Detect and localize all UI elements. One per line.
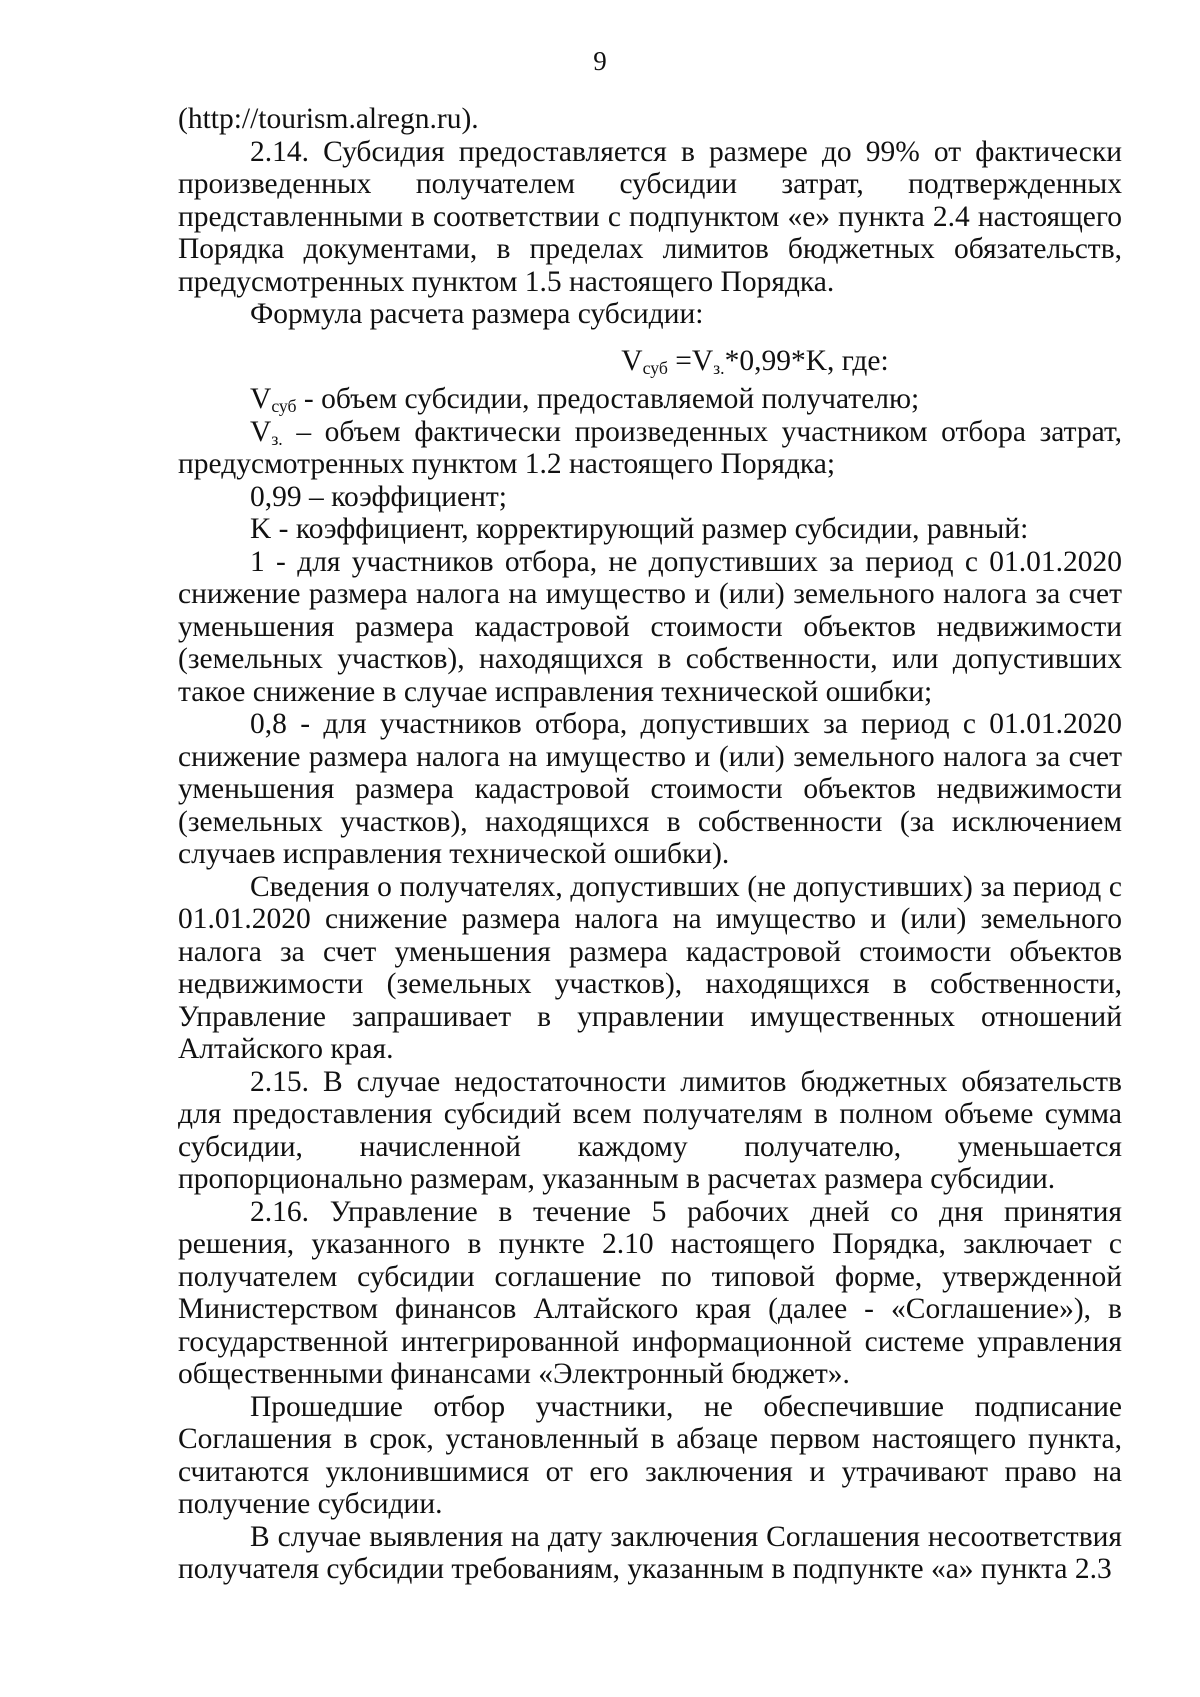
definition-v-z: $V_{з.}$ – объем фактически произведенных участником отбора затрат, предусмотренных пунктом 1.2 настоящего Порядка; [178, 415, 1122, 480]
definition-coefficient: 0,99 – коэффициент; [250, 480, 507, 513]
paragraph-2-16: 2.16. Управление в течение 5 рабочих дней со дня принятия решения, указанного в пункте 2.10 настоящего Порядка, заключает с получателем субсидии соглашение по типовой форме, утвержденной Министерством финансов Алтайского края (далее - «Соглашение»), в государственной интегрированной информационной системе управления общественными финансами «Электронный бюджет». [178, 1195, 1122, 1390]
definition-v-sub: $V_{суб}$ - объем субсидии, предоставляемой получателю; [250, 383, 920, 416]
formula-title: Формула расчета размера субсидии: [250, 298, 704, 330]
page-number: 9 [593, 46, 607, 76]
url-line: (http://tourism.alregn.ru). [178, 103, 479, 135]
paragraph-last: В случае выявления на дату заключения Соглашения несоответствия получателя субсидии требованиям, указанным в подпункте «а» пункта 2.3 [178, 1520, 1122, 1585]
k-value-0-8: 0,8 - для участников отбора, допустивших за период с 01.01.2020 снижение размера налога на имущество и (или) земельного налога за счет уменьшения размера кадастровой стоимости объектов недвижимости (земельных участков), находящихся в собственности (за исключением случаев исправления технической ошибки). [178, 708, 1122, 870]
paragraph-proshedshie: Прошедшие отбор участники, не обеспечившие подписание Соглашения в срок, установленный в абзаце первом настоящего пункта, считаются уклонившимися от его заключения и утрачивают право на получение субсидии. [178, 1390, 1122, 1520]
paragraph-svedeniya: Сведения о получателях, допустивших (не допустивших) за период с 01.01.2020 снижение размера налога на имущество и (или) земельного налога за счет уменьшения размера кадастровой стоимости объектов недвижимости (земельных участков), находящихся в собственности, Управление запрашивает в управлении имущественных отношений Алтайского края. [178, 870, 1122, 1065]
definition-k: K - коэффициент, корректирующий размер субсидии, равный: [250, 513, 1029, 545]
document-body [178, 103, 1122, 1586]
formula: $V_{суб} =V_{з.}*0,99*K$, где: [621, 344, 889, 378]
k-value-1: 1 - для участников отбора, не допустивших за период с 01.01.2020 снижение размера налога на имущество и (или) земельного налога за счет уменьшения размера кадастровой стоимости объектов недвижимости (земельных участков), находящихся в собственности, или допустивших такое снижение в случае исправления технической ошибки; [178, 545, 1122, 708]
paragraph-2-15: 2.15. В случае недостаточности лимитов бюджетных обязательств для предоставления субсидий всем получателям в полном объеме сумма субсидии, начисленной каждому получателю, уменьшается пропорционально размерам, указанным в расчетах размера субсидии. [178, 1065, 1122, 1195]
paragraph-2-14: 2.14. Субсидия предоставляется в размере до 99% от фактически произведенных получателем субсидии затрат, подтвержденных представленными в соответствии с подпунктом «е» пункта 2.4 настоящего Порядка документами, в пределах лимитов бюджетных обязательств, предусмотренных пунктом 1.5 настоящего Порядка. [178, 135, 1122, 298]
